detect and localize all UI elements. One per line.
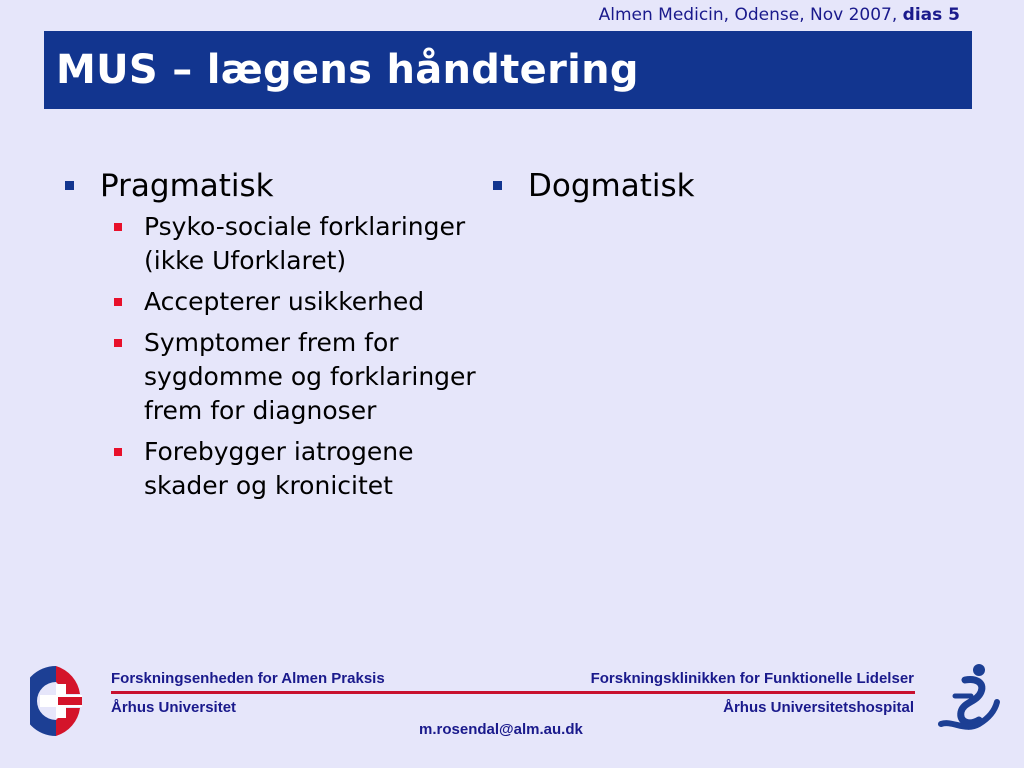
list-item-text: Accepterer usikkerhed [144,287,425,316]
footer-right-top: Forskningsklinikken for Funktionelle Lidelser [590,670,914,687]
blue-square-bullet-icon [65,181,74,190]
list-item [62,210,482,278]
slide-title: MUS – lægens håndtering [56,47,639,93]
pragmatisk-list [62,210,482,503]
right-column [490,168,890,204]
title-bar [44,31,972,109]
list-item [62,326,482,428]
list-item [62,435,482,503]
heading-dogmatisk [490,168,890,204]
red-square-bullet-icon [114,448,122,456]
research-unit-logo-icon [30,664,82,738]
slide-number: dias 5 [902,5,960,25]
footer-right-bottom: Århus Universitetshospital [723,699,914,716]
footer-left-bottom: Århus Universitet [111,699,237,716]
footer-email: m.rosendal@alm.au.dk [419,721,583,738]
red-square-bullet-icon [114,298,122,306]
list-item-text: Forebygger iatrogene skader og kronicitet [144,437,414,500]
slide-header [599,5,960,25]
left-heading-text: Pragmatisk [100,168,274,204]
red-square-bullet-icon [114,223,122,231]
heading-pragmatisk [62,168,482,204]
red-square-bullet-icon [114,339,122,347]
clinic-logo-icon [935,662,1001,738]
list-item-text: Symptomer frem for sygdomme og forklaringer frem for diagnoser [144,328,476,425]
footer-divider [111,691,915,694]
blue-square-bullet-icon [493,181,502,190]
right-heading-text: Dogmatisk [528,168,695,204]
header-meta: Almen Medicin, Odense, Nov 2007, [598,5,903,25]
footer-left-top: Forskningsenheden for Almen Praksis [111,670,385,687]
list-item [62,285,482,319]
list-item-text: Psyko-sociale forklaringer (ikke Uforklaret) [144,212,466,275]
left-column [62,168,482,510]
